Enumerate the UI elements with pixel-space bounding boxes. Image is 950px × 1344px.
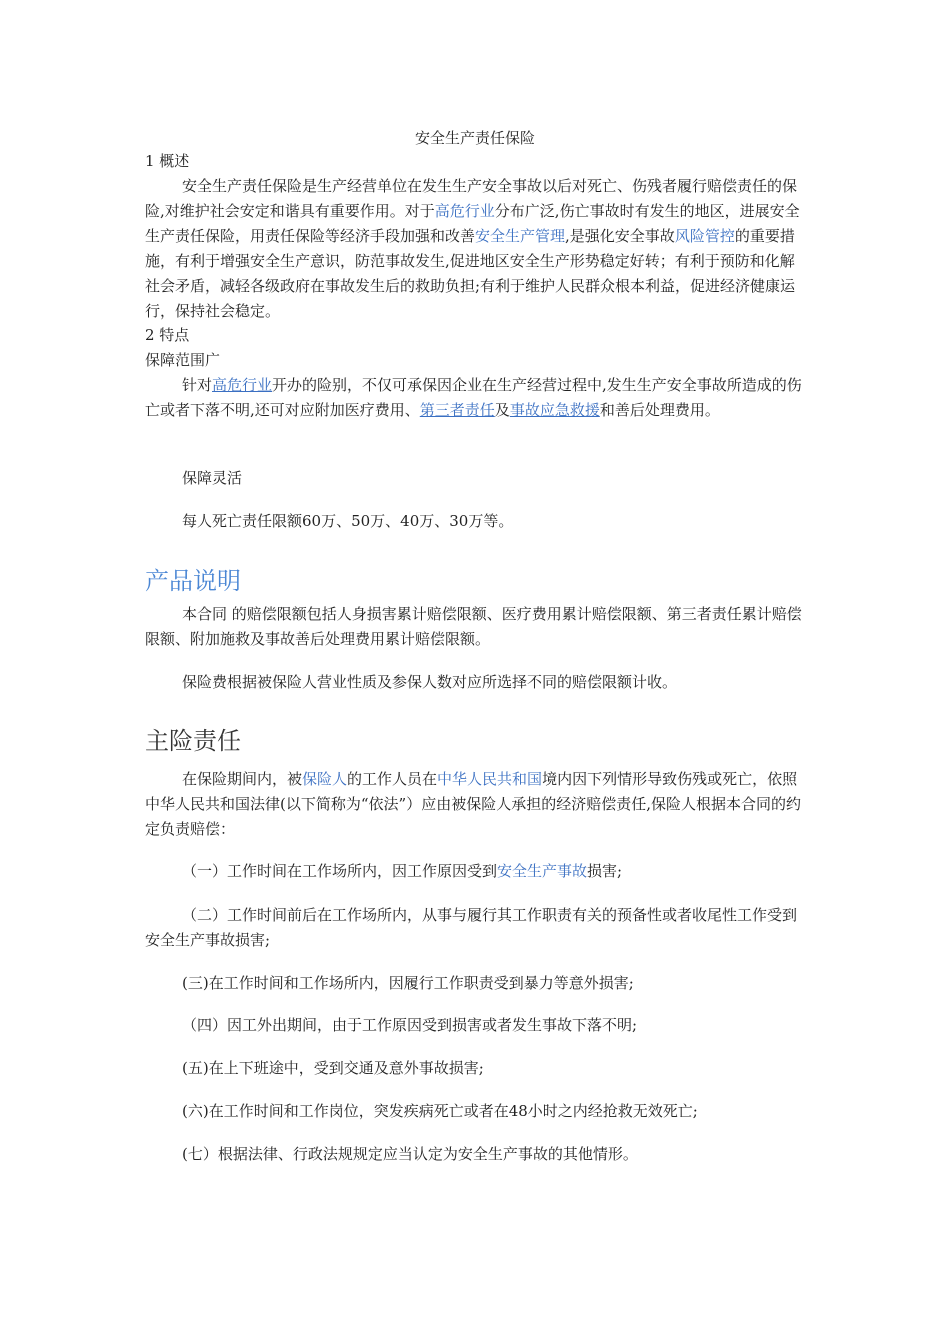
section-1-paragraph: 安全生产责任保险是生产经营单位在发生生产安全事故以后对死亡、伤残者履行赔偿责任的保险,对维护社会安定和谐具有重要作用。对于高危行业分布广泛,伤亡事故时有发生的地区，进展安全生产责任保险，用责任保险等经济手段加强和改善安全生产管理,是强化安全事故风险管控的重要措施，有利于增强安全生产意识，防范事故发生,促进地区安全生产形势稳定好转；有利于预防和化解社会矛盾，减轻各级政府在事故发生后的救助负担;有利于维护人民群众根本利益，促进经济健康运行，保持社会稳定。 (145, 177, 800, 320)
link-safety-accident[interactable]: 安全生产事故 (497, 862, 588, 880)
link-third-party-liability[interactable]: 第三者责任 (419, 401, 495, 419)
link-insurer[interactable]: 保险人 (302, 770, 348, 788)
section-2-limits: 每人死亡责任限额60万、50万、40万、30万等。 (182, 512, 514, 530)
liability-item-3: (三)在工作时间和工作场所内，因履行工作职责受到暴力等意外损害; (182, 974, 634, 992)
section-2-heading: 2 特点 (145, 326, 190, 344)
liability-item-6: (六)在工作时间和工作岗位，突发疾病死亡或者在48小时之内经抢救无效死亡; (182, 1102, 698, 1120)
section-2-paragraph: 针对高危行业开办的险别，不仅可承保因企业在生产经营过程中,发生生产安全事故所造成的伤亡或者下落不明,还可对应附加医疗费用、第三者责任及事故应急救援和善后处理费用。 (145, 376, 802, 419)
section-3-heading: 产品说明 (145, 567, 241, 595)
liability-item-4: （四）因工外出期间，由于工作原因受到损害或者发生事故下落不明; (182, 1016, 638, 1034)
section-1-heading: 1 概述 (145, 152, 190, 170)
document-title: 安全生产责任保险 (414, 129, 535, 147)
section-4-paragraph: 在保险期间内，被保险人的工作人员在中华人民共和国境内因下列情形导致伤残或死亡，依照中华人民共和国法律(以下简称为“依法”）应由被保险人承担的经济赔偿责任,保险人根据本合同的约定负责赔偿： (145, 770, 801, 838)
section-4-heading: 主险责任 (145, 727, 241, 755)
link-prc[interactable]: 中华人民共和国 (437, 770, 543, 788)
link-risk-control[interactable]: 风险管控 (674, 227, 735, 245)
link-high-risk-industry[interactable]: 高危行业 (434, 202, 495, 220)
link-high-risk-industry-2[interactable]: 高危行业 (212, 376, 273, 394)
liability-item-1: （一）工作时间在工作场所内，因工作原因受到安全生产事故损害; (182, 862, 623, 880)
link-emergency-rescue[interactable]: 事故应急救援 (509, 401, 600, 419)
section-2-subheading-flexible: 保障灵活 (182, 469, 243, 487)
section-3-paragraph-1: 本合同 的赔偿限额包括人身损害累计赔偿限额、医疗费用累计赔偿限额、第三者责任累计赔偿限额、附加施救及事故善后处理费用累计赔偿限额。 (145, 605, 802, 648)
liability-item-7: (七）根据法律、行政法规规定应当认定为安全生产事故的其他情形。 (182, 1145, 638, 1163)
link-safety-management[interactable]: 安全生产管理 (475, 227, 566, 245)
section-3-paragraph-2: 保险费根据被保险人营业性质及参保人数对应所选择不同的赔偿限额计收。 (182, 673, 678, 691)
liability-item-2: （二）工作时间前后在工作场所内，从事与履行其工作职责有关的预备性或者收尾性工作受到安全生产事故损害; (145, 906, 798, 949)
liability-item-5: (五)在上下班途中，受到交通及意外事故损害; (182, 1059, 484, 1077)
section-2-subheading-coverage: 保障范围广 (145, 351, 221, 369)
